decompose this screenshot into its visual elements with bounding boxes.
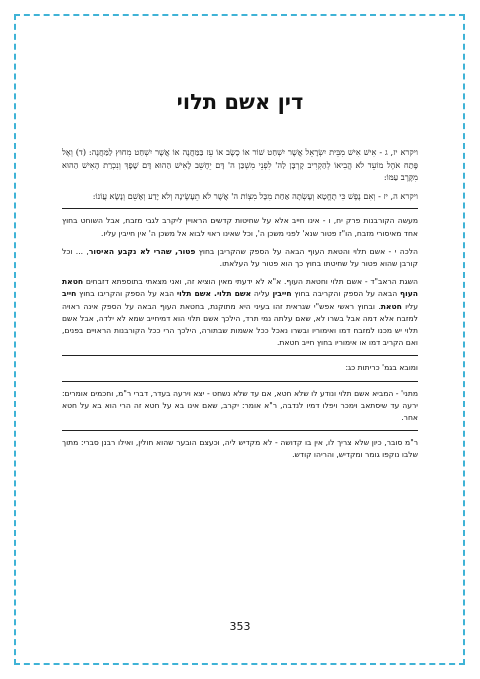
text-segment: הבא על הספק והקריבו בחוץ [76,289,177,299]
text-segment: , ... וכל קורבן שהוא פטור על שחיטתו בחוץ כך הוא פטור על העלאתו. [62,246,418,268]
rambam-maaseh-hakorbanot: מעשה הקורבנות פרק יח, ו - אינו חייב אלא על שחיטות קדשים הראויין ליקרב לגבי מזבח, אבל השוחט בחוץ אחד מאיסורי מזבח, הו"ז פטור שנא' לפני משכן ה', וכל שאינו ראוי לבוא אל משכן ה' אין חייבין עליו. [62,216,418,238]
bold-text-segment: אשם תלוי. אשם תלוי [176,289,252,299]
text-segment: עליה [251,289,273,299]
section-divider [62,381,418,382]
bold-text-segment: חטאת [380,301,402,311]
section-divider [62,355,418,356]
verse-vayikra-5: ויקרא ה, יז - וְאִם נֶפֶשׁ כִּי תֶחֱטָא וְעָשְׂתָה אַחַת מִכָּל מִצְוֹת ה' אֲשֶׁר לֹא תֵעָשֶׂינָה וְלֹא יָדַע וְאָשֵׁם וְנָשָׂא עֲוֹנוֹ: [92,190,418,201]
text-segment: . ובחוץ ראשי אפש"י שגראית זהו בעיני היא מתוקנת, בחטאת העוף הבאה על הספק אינה ראויה למזבח אלא דמה אבל בשרו לא, שאם עלתה נמי תרד, הילכך אשם תלוי הוא דמיחייב שמא לא ילדה, אבל אשם תלוי יש מכנו למזבח דמו ואימוריו ובשרו נאכל ככל אשמות שבתורה, הילכך הרי ככל הקורבנות הראויים בפנים, ואם הקריב דמו או אימוריו בחוץ חייב חטאת. [62,301,418,348]
page-title: דין אשם תלוי [176,90,304,115]
section-divider [62,208,418,209]
mishnah-quote: מתני' - המביא אשם תלוי ונודע לו שלא חטא, אם עד שלא נשחט - יצא וירעה בעדר, דברי ר"מ, וחכמים אומרים: ירעה עד שיסתאב וימכר ויפלו דמיו לנדבה, ר"א אומר: יקרב, שאם אינו בא על חטא זה הרי הוא בא על חטא אחר. [62,388,418,423]
bold-text-segment: חייב [62,289,77,299]
text-segment: הבאה על הספק והקריבה בחוץ [291,289,400,299]
gemara-keritot-intro: ומובא בגמ' כריתות כג: [345,363,418,373]
halacha-yud [62,246,418,270]
bold-text-segment: חטאת העוף [62,277,419,299]
section-divider [62,430,418,431]
text-segment: עליו [401,301,418,311]
gemara-quote: ר"מ סובר, כיון שלא צריך לו, אין בו קדושה - לא מקדיש ליה, וכעצם הובער שהוא חולין, ואילו רבנן סברי: מתוך שלבו נוקפו גומר ומקדיש, והריהו קודש. [62,438,418,460]
text-segment: השגת הראב"ד - אשם תלוי וחטאת העוף. א"א לא ידעתי מאין הוציא זה, ואני מצאתי בתוספתא דזבחים [83,277,418,287]
verse-vayikra-17: ויקרא יז, ג - אִישׁ אִישׁ מִבֵּית יִשְׂרָאֵל אֲשֶׁר יִשְׁחַט שׁוֹר אוֹ כֶשֶׂב אוֹ עֵז בַּמַּחֲנֶה אוֹ אֲשֶׁר יִשְׁחַט מִחוּץ לַמַּחֲנֶה: (ד) וְאֶל פֶּתַח אֹהֶל מוֹעֵד לֹא הֱבִיאוֹ לְהַקְרִיב קָרְבָּן לַה' לִפְנֵי מִשְׁכַּן ה' דָּם יֵחָשֵׁב לָאִישׁ הַהוּא דָּם שָׁפָךְ וְנִכְרַת הָאִישׁ הַהוּא מִקֶּרֶב עַמּוֹ: [62,147,418,183]
bold-text-segment: פטור, שהרי לא נקבע האיסור [88,246,196,256]
text-segment: הלכה י - אשם תלוי והטאת העוף הבאה על הספק שהקריבן בחוץ [195,246,418,256]
bold-text-segment: חייבין [272,289,292,299]
document-body [62,146,418,468]
page-number: 353 [229,620,251,633]
hasagat-haraavad [62,276,418,349]
